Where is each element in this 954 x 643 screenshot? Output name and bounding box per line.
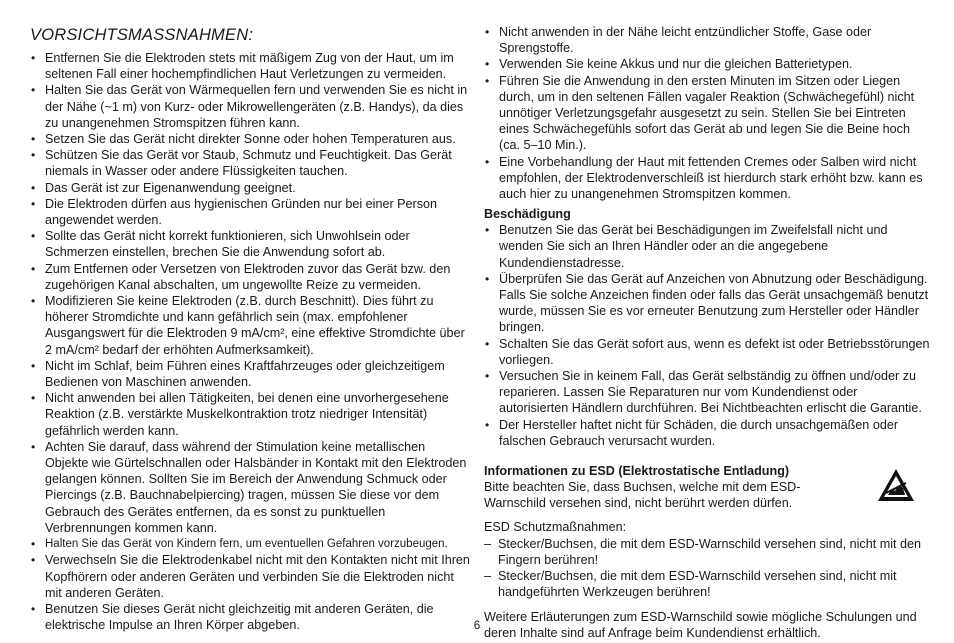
list-item-text: Entfernen Sie die Elektroden stets mit mäßigem Zug von der Haut, um im seltenen Fall einer hochempfindlichen Haut Verletzungen zu vermeiden. bbox=[45, 51, 454, 82]
list-item-text: Versuchen Sie in keinem Fall, das Gerät selbständig zu öffnen und/oder zu reparieren. Lassen Sie Reparaturen nur vom Kundendienst oder autorisierten Händlern durchführen. Bei Nichtbeachten erlischt die Garantie. bbox=[499, 369, 922, 416]
list-item-text: Verwechseln Sie die Elektrodenkabel nicht mit den Kontakten nicht mit Ihren Kopfhörern oder anderen Geräten und verbinden Sie die Elektroden nicht mit anderen Geräten. bbox=[45, 553, 470, 600]
damage-heading: Beschädigung bbox=[484, 207, 571, 222]
list-item-text: Schalten Sie das Gerät sofort aus, wenn es defekt ist oder Betriebsstörungen vorliegen. bbox=[499, 336, 930, 367]
list-item: • Entfernen Sie die Elektroden stets mit mäßigem Zug von der Haut, um im seltenen Fall einer hochempfindlichen Haut Verletzungen zu vermeiden. bbox=[31, 51, 454, 82]
list-item-text: Überprüfen Sie das Gerät auf Anzeichen von Abnutzung oder Beschädigung. Falls Sie solche Anzeichen finden oder falls das Gerät unsachgemäß benutzt wurde, müssen Sie es vor erneuter Benutzung zum Hersteller oder Händler bringen. bbox=[499, 271, 929, 335]
list-item: • Nicht im Schlaf, beim Führen eines Kraftfahrzeuges oder gleichzeitigem Bedienen von Maschinen anwenden. bbox=[31, 358, 445, 390]
page-number: 6 bbox=[473, 620, 481, 632]
esd-measures-list bbox=[484, 536, 930, 601]
list-item-text: Nicht im Schlaf, beim Führen eines Kraftfahrzeuges oder gleichzeitigem Bedienen von Maschinen anwenden. bbox=[45, 358, 445, 390]
precautions-heading: VORSICHTSMASSNAHMEN: bbox=[30, 26, 254, 44]
list-item-text: Nicht anwenden in der Nähe leicht entzündlicher Stoffe, Gase oder Sprengstoffe. bbox=[499, 25, 872, 56]
list-item-text: Halten Sie das Gerät von Wärmequellen fern und verwenden Sie es nicht in der Nähe (~1 m) von Kurz- oder Mikrowellengeräten (z.B. Handys), da dies zu unangenehmen Stromspitzen führen kann. bbox=[45, 83, 468, 130]
list-item: – Stecker/Buchsen, die mit dem ESD-Warnschild versehen sind, nicht mit den Fingern berühren! bbox=[484, 536, 922, 567]
list-item: • Halten Sie das Gerät von Kindern fern, um eventuellen Gefahren vorzubeugen. bbox=[31, 537, 448, 552]
list-item: • Benutzen Sie das Gerät bei Beschädigungen im Zweifelsfall nicht und wenden Sie sich an Ihren Händler oder an die angegebene Kundendienstadresse. bbox=[485, 223, 888, 270]
list-item: • Überprüfen Sie das Gerät auf Anzeichen von Abnutzung oder Beschädigung. Falls Sie solche Anzeichen finden oder falls das Gerät unsachgemäß benutzt wurde, müssen Sie es vor erneuter Benutzung zum Hersteller oder Händler bringen. bbox=[485, 271, 929, 335]
list-item: • Nicht anwenden in der Nähe leicht entzündlicher Stoffe, Gase oder Sprengstoffe. bbox=[485, 25, 872, 56]
list-item-text: Benutzen Sie dieses Gerät nicht gleichzeitig mit anderen Geräten, die elektrische Impulse an Ihren Körper abgeben. bbox=[45, 601, 434, 633]
list-item-text: Eine Vorbehandlung der Haut mit fettenden Cremes oder Salben wird nicht empfohlen, der Elektrodenverschleiß ist hierdurch stark erhöht bzw. kann es auch hier zu unangenehmen Stromspitzen kommen. bbox=[499, 154, 923, 202]
list-item-text: Stecker/Buchsen, die mit dem ESD-Warnschild versehen sind, nicht mit handgeführten Werkzeugen berühren! bbox=[498, 569, 897, 600]
list-item: • Das Gerät ist zur Eigenanwendung geeignet. bbox=[31, 180, 296, 195]
right-column bbox=[484, 24, 930, 641]
list-item: • Verwenden Sie keine Akkus und nur die gleichen Batterietypen. bbox=[485, 57, 853, 72]
esd-description: Bitte beachten Sie, dass Buchsen, welche mit dem ESD-Warnschild versehen sind, nicht berührt werden dürfen. bbox=[484, 480, 801, 511]
list-item: • Benutzen Sie dieses Gerät nicht gleichzeitig mit anderen Geräten, die elektrische Impulse an Ihren Körper abgeben. bbox=[31, 601, 434, 633]
list-item: • Modifizieren Sie keine Elektroden (z.B. durch Beschnitt). Dies führt zu höherer Stromdichte und kann gefährlich sein (max. empfohlener Ausgangswert für die Elektroden 9 mA/cm², eine effektive Stromdichte über 2 mA/cm² bedarf der erhöhten Aufmerksamkeit). bbox=[31, 294, 465, 357]
list-item-text: Führen Sie die Anwendung in den ersten Minuten im Sitzen oder Liegen durch, um in den seltenen Fällen vagaler Reaktion (Schwächegefühl) nicht unnötiger Verletzungsgefahr ausgesetzt zu sein. Stellen Sie bei Eintreten eines Schwächegefühls sofort das Gerät ab und legen Sie die Beine hoch (ca. 5–10 Min.). bbox=[499, 73, 915, 153]
list-item: • Schalten Sie das Gerät sofort aus, wenn es defekt ist oder Betriebsstörungen vorliegen. bbox=[485, 336, 930, 367]
esd-heading: Informationen zu ESD (Elektrostatische Entladung) bbox=[484, 464, 790, 479]
list-item: • Nicht anwenden bei allen Tätigkeiten, bei denen eine unvorhergesehene Reaktion (z.B. verstärkte Muskelkontraktion trotz niedriger Intensität) gefährlich werden kann. bbox=[31, 391, 449, 438]
esd-measures-label: ESD Schutzmaßnahmen: bbox=[484, 520, 627, 535]
list-item: • Achten Sie darauf, dass während der Stimulation keine metallischen Objekte wie Gürtelschnallen oder Halsbänder in Kontakt mit den Elektroden gelangen können. Sollten Sie im Bereich der Anwendung Schmuck oder Piercings (z.B. Bauchnabelpiercing) tragen, müssen Sie diese vor dem Gebrauch des Gerätes entfernen, da es sonst zu punktuellen Verbrennungen kommen kann. bbox=[31, 439, 467, 535]
list-item: • Der Hersteller haftet nicht für Schäden, die durch unsachgemäßen oder falschen Gebrauch verursacht wurden. bbox=[485, 417, 899, 448]
list-item-text: Modifizieren Sie keine Elektroden (z.B. durch Beschnitt). Dies führt zu höherer Stromdichte und kann gefährlich sein (max. empfohlener Ausgangswert für die Elektroden 9 mA/cm², eine effektive Stromdichte über 2 mA/cm² bedarf der erhöhten Aufmerksamkeit). bbox=[45, 294, 465, 357]
left-column bbox=[30, 24, 470, 633]
esd-section bbox=[484, 463, 930, 511]
esd-closing-note: Weitere Erläuterungen zum ESD-Warnschild sowie mögliche Schulungen und deren Inhalte sind auf Anfrage beim Kundendienst erhältlich. bbox=[484, 609, 917, 640]
list-item-text: Achten Sie darauf, dass während der Stimulation keine metallischen Objekte wie Gürtelschnallen oder Halsbänder in Kontakt mit den Elektroden gelangen können. Sollten Sie im Bereich der Anwendung Schmuck oder Piercings (z.B. Bauchnabelpiercing) tragen, müssen Sie diese vor dem Gebrauch des Gerätes entfernen, da es sonst zu punktuellen Verbrennungen kommen kann. bbox=[45, 439, 467, 535]
list-item: • Setzen Sie das Gerät nicht direkter Sonne oder hohen Temperaturen aus. bbox=[31, 132, 456, 147]
list-item: • Sollte das Gerät nicht korrekt funktionieren, sich Unwohlsein oder Schmerzen einstellen, brechen Sie die Anwendung sofort ab. bbox=[31, 229, 410, 260]
list-item-text: Halten Sie das Gerät von Kindern fern, um eventuellen Gefahren vorzubeugen. bbox=[45, 538, 448, 551]
list-item-text: Zum Entfernen oder Versetzen von Elektroden zuvor das Gerät bzw. den zugehörigen Kanal abschalten, um ungewollte Reize zu vermeiden. bbox=[45, 261, 451, 292]
list-item-text: Setzen Sie das Gerät nicht direkter Sonne oder hohen Temperaturen aus. bbox=[45, 132, 456, 147]
list-item: – Stecker/Buchsen, die mit dem ESD-Warnschild versehen sind, nicht mit handgeführten Werkzeugen berühren! bbox=[484, 569, 897, 600]
list-item-text: Verwenden Sie keine Akkus und nur die gleichen Batterietypen. bbox=[499, 57, 853, 72]
precautions-list-continued bbox=[484, 24, 930, 202]
list-item-text: Sollte das Gerät nicht korrekt funktionieren, sich Unwohlsein oder Schmerzen einstellen, brechen Sie die Anwendung sofort ab. bbox=[45, 229, 410, 260]
list-item: • Versuchen Sie in keinem Fall, das Gerät selbständig zu öffnen und/oder zu reparieren. Lassen Sie Reparaturen nur vom Kundendienst oder autorisierten Händlern durchführen. Bei Nichtbeachten erlischt die Garantie. bbox=[485, 369, 922, 416]
list-item-text: Stecker/Buchsen, die mit dem ESD-Warnschild versehen sind, nicht mit den Fingern berühren! bbox=[498, 536, 922, 567]
list-item: • Zum Entfernen oder Versetzen von Elektroden zuvor das Gerät bzw. den zugehörigen Kanal abschalten, um ungewollte Reize zu vermeiden. bbox=[31, 261, 451, 292]
list-item-text: Der Hersteller haftet nicht für Schäden, die durch unsachgemäßen oder falschen Gebrauch verursacht wurden. bbox=[499, 417, 899, 448]
list-item: • Verwechseln Sie die Elektrodenkabel nicht mit den Kontakten nicht mit Ihren Kopfhörern oder anderen Geräten und verbinden Sie die Elektroden nicht mit anderen Geräten. bbox=[31, 553, 470, 600]
list-item: • Halten Sie das Gerät von Wärmequellen fern und verwenden Sie es nicht in der Nähe (~1 m) von Kurz- oder Mikrowellengeräten (z.B. Handys), da dies zu unangenehmen Stromspitzen führen kann. bbox=[31, 83, 468, 130]
list-item-text: Die Elektroden dürfen aus hygienischen Gründen nur bei einer Person angewendet werden. bbox=[45, 196, 438, 228]
list-item-text: Benutzen Sie das Gerät bei Beschädigungen im Zweifelsfall nicht und wenden Sie sich an Ihren Händler oder an die angegebene Kundendienstadresse. bbox=[499, 223, 888, 270]
damage-list bbox=[484, 222, 930, 449]
list-item: • Schützen Sie das Gerät vor Staub, Schmutz und Feuchtigkeit. Das Gerät niemals in Wasser oder andere Flüssigkeiten tauchen. bbox=[31, 148, 452, 179]
list-item: • Eine Vorbehandlung der Haut mit fettenden Cremes oder Salben wird nicht empfohlen, der Elektrodenverschleiß ist hierdurch stark erhöht bzw. kann es auch hier zu unangenehmen Stromspitzen kommen. bbox=[485, 154, 923, 202]
esd-warning-icon bbox=[876, 467, 916, 503]
precautions-list bbox=[30, 50, 470, 633]
list-item-text: Das Gerät ist zur Eigenanwendung geeignet. bbox=[45, 180, 296, 195]
list-item-text: Nicht anwenden bei allen Tätigkeiten, bei denen eine unvorhergesehene Reaktion (z.B. verstärkte Muskelkontraktion trotz niedriger Intensität) gefährlich werden kann. bbox=[45, 391, 449, 438]
list-item: • Führen Sie die Anwendung in den ersten Minuten im Sitzen oder Liegen durch, um in den seltenen Fällen vagaler Reaktion (Schwächegefühl) nicht unnötiger Verletzungsgefahr ausgesetzt zu sein. Stellen Sie bei Eintreten eines Schwächegefühls sofort das Gerät ab und legen Sie die Beine hoch (ca. 5–10 Min.). bbox=[485, 73, 915, 153]
list-item: • Die Elektroden dürfen aus hygienischen Gründen nur bei einer Person angewendet werden. bbox=[31, 196, 438, 228]
list-item-text: Schützen Sie das Gerät vor Staub, Schmutz und Feuchtigkeit. Das Gerät niemals in Wasser oder andere Flüssigkeiten tauchen. bbox=[45, 148, 452, 179]
